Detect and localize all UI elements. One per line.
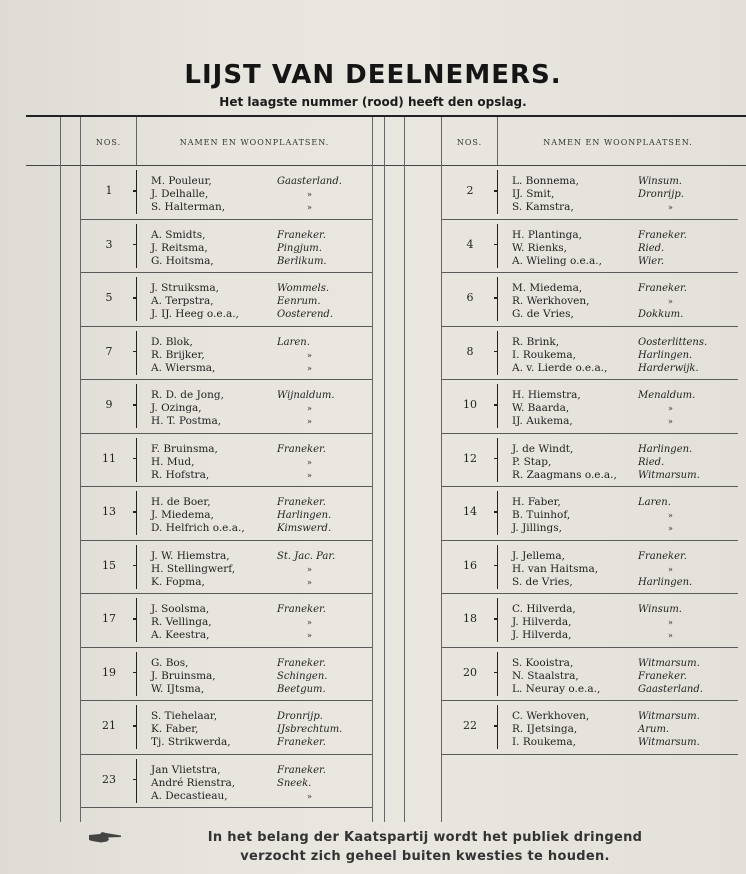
brace-mark — [136, 438, 142, 482]
player-town: » — [668, 203, 673, 212]
player-name: K. Fopma, — [151, 575, 205, 588]
player-name: C. Hilverda, — [512, 603, 576, 615]
player-town: » — [307, 470, 312, 480]
team-number: 4 — [466, 237, 474, 251]
brace-mark — [497, 545, 503, 589]
player-town: » — [307, 363, 312, 373]
brace-mark — [497, 491, 503, 535]
player-name: M. Miedema, — [512, 282, 583, 294]
team-number: 3 — [105, 237, 113, 251]
team-number: 5 — [105, 291, 113, 304]
player-town: Ried. — [638, 456, 665, 468]
footer-notice — [130, 828, 720, 866]
brace-mark — [497, 170, 503, 214]
team-number: 8 — [466, 344, 474, 358]
player-town: Laren. — [638, 497, 671, 508]
player-town: Dokkum. — [638, 309, 684, 320]
participant-row — [81, 166, 372, 220]
page-subtitle: Het laagste nummer (rood) heeft den opslag. — [219, 95, 527, 109]
player-name: A. Terpstra, — [151, 295, 214, 307]
player-town: Franeker. — [638, 229, 687, 241]
player-name: S. de Vries, — [512, 575, 573, 588]
participant-row — [442, 166, 738, 220]
player-name: G. de Vries, — [512, 308, 574, 320]
player-town: Beetgum. — [277, 683, 326, 695]
brace-mark — [136, 705, 142, 749]
player-name: J. W. Hiemstra, — [151, 549, 230, 562]
footer-line-2: verzocht zich geheel buiten kwesties te houden. — [240, 849, 610, 864]
participant-row — [442, 594, 738, 648]
player-name: D. Helfrich o.e.a., — [151, 522, 245, 534]
participant-row — [442, 273, 738, 327]
player-name: H. Plantinga, — [512, 228, 582, 241]
player-name: C. Werkhoven, — [512, 710, 590, 722]
brace-mark — [136, 384, 142, 428]
player-town: Franeker. — [638, 283, 687, 294]
participant-row — [442, 380, 738, 434]
player-name: J. Bruinsma, — [151, 669, 216, 682]
player-town: Wommels. — [277, 283, 330, 294]
player-town: Gaasterland. — [277, 176, 342, 187]
player-name: H. Mud, — [151, 455, 195, 468]
participant-row — [442, 648, 738, 702]
team-number: 22 — [463, 719, 477, 732]
player-town: » — [307, 203, 312, 212]
brace-mark — [497, 705, 503, 749]
page-title: LIJST VAN DEELNEMERS. — [184, 60, 562, 90]
player-name: D. Blok, — [151, 335, 193, 348]
participant-row — [81, 701, 372, 755]
brace-mark — [136, 491, 142, 535]
player-name: S. Kooistra, — [512, 656, 574, 669]
participant-row — [442, 701, 738, 755]
player-town: » — [307, 564, 312, 574]
player-town: » — [668, 417, 673, 426]
player-town: » — [307, 417, 312, 426]
team-number: 13 — [102, 505, 116, 518]
brace-mark — [497, 224, 503, 268]
player-town: Arum. — [638, 724, 670, 735]
brace-mark — [497, 598, 503, 642]
player-town: IJsbrechtum. — [277, 724, 343, 735]
brace-mark — [136, 170, 142, 214]
right-nos-header: NOS. — [456, 138, 483, 147]
player-name: A. Wiersma, — [151, 361, 216, 374]
player-town: Franeker. — [277, 229, 326, 241]
player-name: H. van Haitsma, — [512, 562, 599, 575]
team-number: 12 — [463, 451, 477, 465]
right-names-header: NAMEN EN WOONPLAATSEN. — [543, 138, 693, 147]
player-town: Dronrijp. — [277, 711, 323, 722]
player-town: Dronrijp. — [638, 189, 684, 200]
team-number: 15 — [102, 558, 116, 572]
center-rule-c — [404, 117, 405, 822]
player-town: » — [307, 457, 312, 467]
player-town: » — [307, 190, 312, 199]
player-town: Franeker. — [277, 657, 326, 669]
player-name: I. Roukema, — [512, 348, 576, 361]
brace-mark — [497, 277, 503, 321]
player-town: » — [307, 631, 312, 640]
footer-line-1: In het belang der Kaatspartij wordt het publiek dringend — [207, 830, 643, 845]
brace-mark — [497, 652, 503, 696]
player-name: R. Zaagmans o.e.a., — [512, 468, 617, 481]
team-number: 14 — [463, 505, 477, 518]
player-name: J. Delhalle, — [151, 188, 209, 200]
player-name: S. Halterman, — [151, 201, 226, 213]
player-name: R. Werkhoven, — [512, 295, 590, 307]
player-town: Franeker. — [277, 764, 326, 776]
player-name: A. v. Lierde o.e.a., — [512, 361, 608, 374]
player-name: R. IJetsinga, — [512, 723, 578, 735]
player-name: H. Stellingwerf, — [151, 562, 236, 575]
participant-row — [81, 648, 372, 702]
player-name: S. Kamstra, — [512, 201, 574, 213]
player-town: Gaasterland. — [638, 683, 703, 695]
brace-mark — [497, 384, 503, 428]
player-town: Franeker. — [277, 497, 326, 508]
player-name: R. Brijker, — [151, 348, 205, 361]
player-town: Franeker. — [277, 443, 326, 455]
player-town: Oosterend. — [277, 309, 334, 320]
participant-row — [81, 273, 372, 327]
player-name: IJ. Aukema, — [512, 415, 573, 427]
team-number: 17 — [102, 612, 116, 625]
player-name: M. Pouleur, — [151, 175, 212, 187]
player-town: » — [668, 297, 673, 306]
player-town: » — [307, 577, 312, 587]
player-town: » — [668, 564, 673, 574]
brace-mark — [497, 331, 503, 375]
player-town: » — [307, 350, 312, 360]
brace-mark — [136, 545, 142, 589]
participant-row — [81, 755, 372, 809]
brace-mark — [136, 224, 142, 268]
player-town: St. Jac. Par. — [277, 550, 336, 562]
left-names-header: NAMEN EN WOONPLAATSEN. — [179, 138, 330, 147]
team-number: 19 — [102, 665, 116, 679]
player-town: Witmarsum. — [638, 657, 700, 669]
player-name: J. Soolsma, — [151, 603, 210, 615]
player-name: F. Bruinsma, — [151, 442, 218, 455]
player-name: J. Hilverda, — [512, 629, 572, 641]
top-rule — [26, 115, 746, 117]
team-number: 11 — [102, 451, 116, 465]
player-name: S. Tiehelaar, — [151, 710, 218, 722]
player-town: Winsum. — [638, 176, 682, 187]
player-name: L. Bonnema, — [512, 175, 579, 187]
participant-row — [442, 434, 738, 488]
participant-row — [442, 487, 738, 541]
brace-mark — [136, 652, 142, 696]
player-town: » — [668, 631, 673, 640]
team-number: 16 — [463, 558, 477, 572]
player-name: W. IJtsma, — [151, 682, 205, 695]
brace-mark — [497, 438, 503, 482]
team-number: 2 — [466, 184, 474, 197]
player-name: H. de Boer, — [151, 496, 211, 508]
player-town: Winsum. — [638, 604, 682, 615]
player-name: P. Stap, — [512, 455, 552, 468]
player-name: J. Jillings, — [512, 522, 562, 534]
player-town: Ried. — [638, 242, 665, 254]
player-name: J. Jellema, — [512, 549, 565, 562]
participant-row — [442, 327, 738, 381]
participant-row — [81, 220, 372, 274]
player-name: B. Tuinhof, — [512, 509, 571, 521]
left-nos-header: NOS. — [95, 138, 122, 147]
player-name: R. D. de Jong, — [151, 389, 224, 401]
participant-row — [81, 594, 372, 648]
team-number: 10 — [463, 398, 477, 411]
player-name: H. Hiemstra, — [512, 389, 581, 401]
player-name: N. Staalstra, — [512, 669, 579, 682]
participant-row — [442, 220, 738, 274]
player-town: Kimswerd. — [277, 523, 332, 534]
team-number: 6 — [466, 291, 474, 304]
player-town: Oosterlittens. — [638, 336, 708, 348]
player-name: J. de Windt, — [512, 442, 574, 455]
brace-mark — [136, 759, 142, 803]
team-number: 20 — [463, 665, 477, 679]
player-town: Harlingen. — [638, 576, 693, 588]
left-margin-rule — [60, 117, 61, 822]
brace-mark — [136, 277, 142, 321]
player-town: Franeker. — [638, 670, 687, 682]
player-name: I. Roukema, — [512, 736, 576, 748]
player-name: H. Faber, — [512, 496, 561, 508]
player-name: L. Neuray o.e.a., — [512, 682, 601, 695]
player-town: Pingjum. — [277, 242, 322, 254]
player-town: » — [307, 404, 312, 413]
player-name: A. Keestra, — [151, 629, 210, 641]
player-town: Eenrum. — [277, 296, 321, 307]
player-town: Franeker. — [277, 737, 326, 748]
participant-row — [81, 487, 372, 541]
player-name: Jan Vlietstra, — [151, 763, 221, 776]
player-town: Harlingen. — [277, 510, 332, 521]
player-name: J. Reitsma, — [151, 241, 208, 254]
player-name: R. Brink, — [512, 335, 560, 348]
team-number: 21 — [102, 719, 116, 732]
player-town: » — [668, 404, 673, 413]
player-name: A. Wieling o.e.a., — [512, 254, 602, 267]
player-town: » — [668, 618, 673, 627]
brace-mark — [136, 331, 142, 375]
center-rule-a — [372, 117, 373, 822]
player-town: Harlingen. — [638, 349, 693, 361]
player-name: J. IJ. Heeg o.e.a., — [151, 308, 239, 320]
player-name: K. Faber, — [151, 723, 199, 735]
participant-row — [81, 380, 372, 434]
player-town: Witmarsum. — [638, 737, 700, 748]
player-town: Sneek. — [277, 777, 312, 789]
player-town: Wier. — [638, 255, 665, 267]
player-name: R. Vellinga, — [151, 616, 212, 628]
player-name: G. Hoitsma, — [151, 254, 214, 267]
player-town: Witmarsum. — [638, 469, 700, 481]
player-town: Wijnaldum. — [277, 390, 335, 401]
participant-row — [81, 434, 372, 488]
player-town: » — [668, 511, 673, 520]
team-number: 18 — [463, 612, 477, 625]
player-town: » — [307, 618, 312, 627]
player-town: Witmarsum. — [638, 711, 700, 722]
player-name: G. Bos, — [151, 656, 189, 669]
player-town: Harlingen. — [638, 443, 693, 455]
player-name: J. Struiksma, — [151, 282, 219, 294]
player-name: Tj. Strikwerda, — [151, 736, 231, 748]
player-town: Laren. — [277, 336, 310, 348]
player-name: R. Hofstra, — [151, 468, 210, 481]
center-rule-b — [384, 117, 385, 822]
participant-row — [81, 327, 372, 381]
player-town: » — [668, 524, 673, 533]
team-number: 9 — [105, 398, 113, 411]
player-town: Menaldum. — [638, 390, 696, 401]
player-town: Berlikum. — [277, 255, 327, 267]
team-number: 1 — [105, 184, 113, 197]
player-name: A. Smidts, — [151, 228, 206, 241]
player-name: IJ. Smit, — [512, 188, 555, 200]
brace-mark — [136, 598, 142, 642]
pointing-hand-icon — [88, 832, 122, 843]
team-number: 7 — [105, 344, 113, 358]
player-town: » — [307, 791, 312, 801]
player-name: J. Ozinga, — [151, 402, 202, 414]
player-name: J. Miedema, — [151, 509, 214, 521]
player-town: Franeker. — [277, 604, 326, 615]
player-name: W. Baarda, — [512, 402, 570, 414]
player-name: André Rienstra, — [151, 776, 236, 789]
player-name: W. Rienks, — [512, 241, 567, 254]
player-town: Schingen. — [277, 670, 328, 682]
player-name: J. Hilverda, — [512, 616, 572, 628]
team-number: 23 — [102, 772, 116, 786]
player-town: Franeker. — [638, 550, 687, 562]
participant-row — [442, 541, 738, 595]
player-name: A. Decastieau, — [151, 789, 228, 802]
player-name: H. T. Postma, — [151, 415, 222, 427]
participant-row — [81, 541, 372, 595]
player-town: Harderwijk. — [638, 362, 699, 374]
